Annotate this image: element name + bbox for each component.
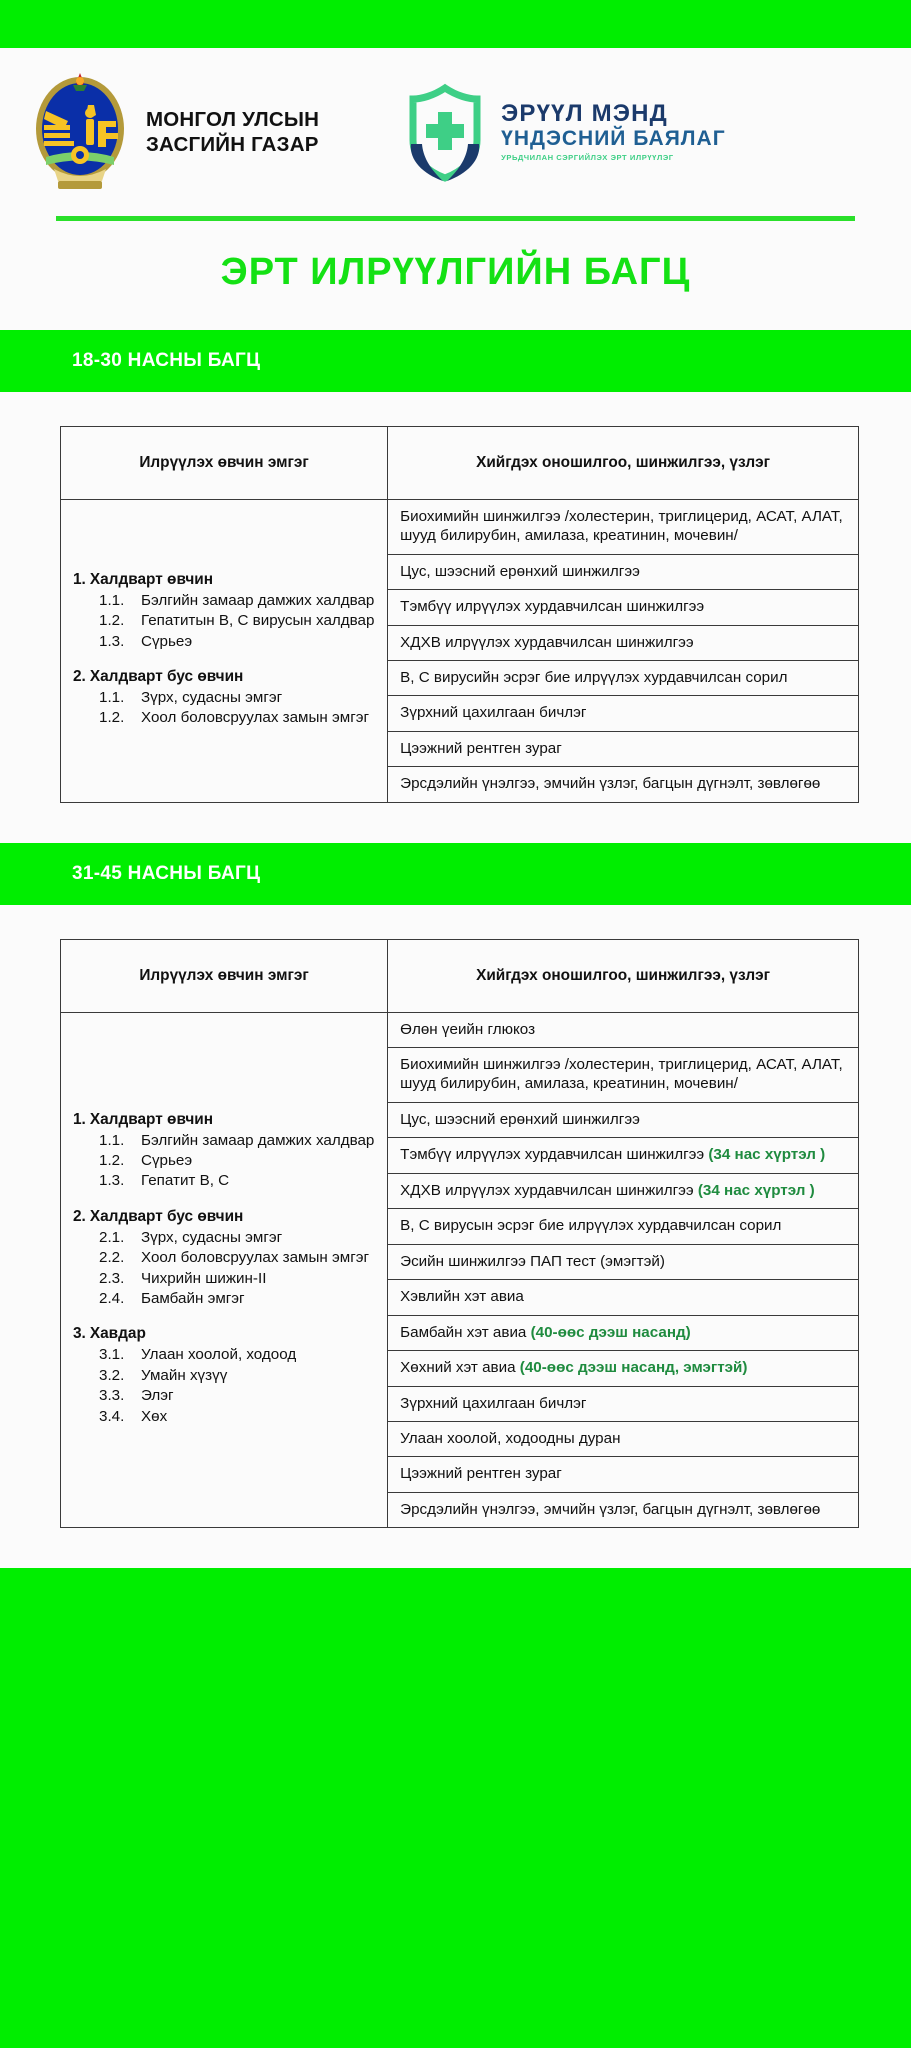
test-cell xyxy=(388,1209,859,1244)
section-band-label: 18-30 НАСНЫ БАГЦ xyxy=(72,350,261,371)
group-label: Халдварт бус өвчин xyxy=(89,1207,244,1225)
group-number: 3. xyxy=(73,1325,86,1343)
gov-line-1: МОНГОЛ УЛСЫН xyxy=(146,108,320,131)
test-age-note: (34 нас хүртэл ) xyxy=(697,1181,815,1199)
condition-item-label: Зүрх, судасны эмгэг xyxy=(141,1228,283,1246)
condition-item-label: Гепатит B, C xyxy=(141,1172,230,1190)
condition-item-number: 3.4. xyxy=(99,1407,125,1425)
group-number: 2. xyxy=(73,667,86,685)
condition-item-number: 3.1. xyxy=(99,1346,125,1364)
condition-item xyxy=(73,1366,377,1385)
header-white-panel xyxy=(0,48,911,330)
table-header-row xyxy=(61,427,859,500)
condition-item-label: Бэлгийн замаар дамжих халдвар xyxy=(141,1131,375,1149)
test-label: Цус, шээсний ерөнхий шинжилгээ xyxy=(400,1110,640,1128)
condition-item-number: 1.3. xyxy=(99,632,125,650)
condition-item xyxy=(73,708,377,727)
table-row xyxy=(61,499,859,554)
condition-item-label: Хөх xyxy=(141,1407,168,1425)
test-label: Эрсдэлийн үнэлгээ, эмчийн үзлэг, багцын дүгнэлт, зөвлөгөө xyxy=(400,1500,821,1518)
condition-item-number: 1.1. xyxy=(99,591,125,609)
test-cell xyxy=(388,1386,859,1421)
test-label: ХДХВ илрүүлэх хурдавчилсан шинжилгээ xyxy=(400,1181,694,1199)
condition-group xyxy=(73,1207,377,1309)
conditions-cell xyxy=(61,1012,388,1528)
health-logo-block xyxy=(399,82,725,182)
test-cell xyxy=(388,1492,859,1527)
condition-item xyxy=(73,591,377,610)
condition-item-label: Хоол боловсруулах замын эмгэг xyxy=(141,709,370,727)
group-label: Халдварт өвчин xyxy=(89,570,214,588)
condition-item-number: 1.1. xyxy=(99,1131,125,1149)
test-cell xyxy=(388,1102,859,1137)
section-table-wrap-1 xyxy=(0,905,911,1569)
condition-item-number: 2.1. xyxy=(99,1228,125,1246)
health-logo-text xyxy=(501,101,725,162)
condition-item xyxy=(73,1151,377,1170)
column-header-conditions: Илрүүлэх өвчин эмгэг xyxy=(61,427,388,500)
test-cell xyxy=(388,1012,859,1047)
test-label: Биохимийн шинжилгээ /холестерин, триглицерид, АСАТ, АЛАТ, шууд билирубин, амилаза, креатинин, мочевин/ xyxy=(400,507,843,545)
test-label: Улаан хоолой, ходоодны дуран xyxy=(400,1429,621,1447)
test-cell xyxy=(388,660,859,695)
group-label: Халдварт өвчин xyxy=(89,1110,214,1128)
column-header-tests: Хийгдэх оношилгоо, шинжилгээ, үзлэг xyxy=(388,939,859,1012)
screening-package-table xyxy=(60,939,859,1529)
test-label: B, C вирусийн эсрэг бие илрүүлэх хурдавчилсан сорил xyxy=(400,668,788,686)
test-cell xyxy=(388,1047,859,1102)
condition-item-label: Бамбайн эмгэг xyxy=(141,1290,245,1307)
health-line-2: ҮНДЭСНИЙ БАЯЛАГ xyxy=(501,127,726,151)
test-label: Цус, шээсний ерөнхий шинжилгээ xyxy=(400,562,640,580)
test-cell xyxy=(388,499,859,554)
test-cell xyxy=(388,1351,859,1386)
test-label: Зүрхний цахилгаан бичлэг xyxy=(400,1394,587,1412)
group-label: Хавдар xyxy=(89,1325,146,1343)
test-cell xyxy=(388,696,859,731)
condition-group-title xyxy=(73,1207,377,1227)
test-cell xyxy=(388,1138,859,1173)
condition-group-title xyxy=(73,570,377,590)
condition-item-number: 2.2. xyxy=(99,1249,125,1267)
condition-group-title xyxy=(73,1110,377,1130)
title-divider-rule xyxy=(56,216,855,221)
condition-item-number: 1.2. xyxy=(99,709,125,727)
test-label: Тэмбүү илрүүлэх хурдавчилсан шинжилгээ xyxy=(400,598,705,616)
condition-item-number: 3.3. xyxy=(99,1387,125,1405)
group-number: 1. xyxy=(73,1110,86,1128)
group-number: 2. xyxy=(73,1207,86,1225)
condition-item xyxy=(73,632,377,651)
government-logo-text xyxy=(146,107,319,157)
test-cell xyxy=(388,625,859,660)
test-cell xyxy=(388,1457,859,1492)
screening-package-table xyxy=(60,426,859,803)
test-cell xyxy=(388,1315,859,1350)
condition-group xyxy=(73,1324,377,1426)
condition-item-number: 2.3. xyxy=(99,1269,125,1287)
health-line-1: ЭРҮҮЛ МЭНД xyxy=(501,100,668,128)
test-label: Цээжний рентген зураг xyxy=(400,1465,562,1483)
test-label: Өлөн үеийн глюкоз xyxy=(400,1020,536,1038)
section-band-label: 31-45 НАСНЫ БАГЦ xyxy=(72,862,261,884)
condition-item xyxy=(73,1131,377,1150)
condition-group-title xyxy=(73,667,377,687)
top-green-strip xyxy=(0,0,911,48)
condition-item xyxy=(73,1289,377,1308)
test-cell xyxy=(388,1173,859,1208)
test-label: Цээжний рентген зураг xyxy=(400,739,562,757)
condition-item xyxy=(73,688,377,707)
section-band-0 xyxy=(0,330,911,392)
sections-container xyxy=(0,330,911,1568)
condition-group xyxy=(73,570,377,651)
test-label: Биохимийн шинжилгээ /холестерин, триглицерид, АСАТ, АЛАТ, шууд билирубин, амилаза, креатинин, мочевин/ xyxy=(400,1055,843,1093)
condition-item-label: Чихрийн шижин-II xyxy=(141,1269,267,1287)
government-logo-block xyxy=(28,69,319,195)
table-row xyxy=(61,1012,859,1047)
test-cell xyxy=(388,767,859,802)
test-label: Эрсдэлийн үнэлгээ, эмчийн үзлэг, багцын дүгнэлт, зөвлөгөө xyxy=(400,775,821,793)
condition-item xyxy=(73,1407,377,1426)
condition-item xyxy=(73,1269,377,1288)
gov-line-2: ЗАСГИЙН ГАЗАР xyxy=(146,133,319,156)
condition-item xyxy=(73,611,377,630)
test-cell xyxy=(388,731,859,766)
condition-item-number: 3.2. xyxy=(99,1366,125,1384)
test-cell xyxy=(388,1421,859,1456)
condition-item-number: 1.2. xyxy=(99,1152,125,1170)
condition-item-number: 1.1. xyxy=(99,688,125,706)
section-band-1 xyxy=(0,843,911,905)
condition-item-label: Умайн хүзүү xyxy=(141,1366,228,1384)
condition-item-number: 1.3. xyxy=(99,1172,125,1190)
condition-item-number: 2.4. xyxy=(99,1290,125,1307)
column-header-tests: Хийгдэх оношилгоо, шинжилгээ, үзлэг xyxy=(388,427,859,500)
conditions-cell xyxy=(61,499,388,802)
condition-item xyxy=(73,1248,377,1267)
test-cell xyxy=(388,590,859,625)
condition-item-label: Сүрьеэ xyxy=(141,1152,193,1170)
test-cell xyxy=(388,554,859,589)
test-label: Бамбайн хэт авиа xyxy=(400,1323,527,1341)
test-label: ХДХВ илрүүлэх хурдавчилсан шинжилгээ xyxy=(400,633,694,651)
condition-item xyxy=(73,1228,377,1247)
condition-item-label: Элэг xyxy=(141,1387,174,1405)
test-label: Хэвлийн хэт авиа xyxy=(400,1288,524,1306)
condition-item-label: Бэлгийн замаар дамжих халдвар xyxy=(141,591,375,609)
group-number: 1. xyxy=(73,570,86,588)
condition-group xyxy=(73,667,377,728)
group-label: Халдварт бус өвчин xyxy=(89,667,244,685)
mongolia-state-emblem-icon xyxy=(28,69,132,195)
condition-item-number: 1.2. xyxy=(99,612,125,630)
condition-group-title xyxy=(73,1324,377,1344)
condition-item xyxy=(73,1386,377,1405)
test-label: Тэмбүү илрүүлэх хурдавчилсан шинжилгээ xyxy=(400,1146,705,1164)
test-cell xyxy=(388,1280,859,1315)
condition-item xyxy=(73,1171,377,1190)
condition-item-label: Улаан хоолой, ходоод xyxy=(141,1346,297,1364)
test-label: B, C вирусын эсрэг бие илрүүлэх хурдавчилсан сорил xyxy=(400,1217,782,1235)
condition-item-label: Гепатитын B, C вирусын халдвар xyxy=(141,612,375,630)
health-tagline: УРЬДЧИЛАН СЭРГИЙЛЭХ ЭРТ ИЛРҮҮЛЭГ xyxy=(501,152,674,162)
health-shield-cross-icon xyxy=(399,82,491,182)
page-title: ЭРТ ИЛРҮҮЛГИЙН БАГЦ xyxy=(220,251,691,293)
test-label: Эсийн шинжилгээ ПАП тест (эмэгтэй) xyxy=(400,1252,665,1270)
bottom-green-strip xyxy=(0,1568,911,1620)
logo-header xyxy=(0,48,911,216)
title-zone xyxy=(0,216,911,330)
condition-item-label: Зүрх, судасны эмгэг xyxy=(141,688,283,706)
condition-item xyxy=(73,1345,377,1364)
test-label: Хөхний хэт авиа xyxy=(400,1359,516,1377)
test-age-note: (34 нас хүртэл ) xyxy=(708,1146,826,1164)
column-header-conditions: Илрүүлэх өвчин эмгэг xyxy=(61,939,388,1012)
condition-item-label: Хоол боловсруулах замын эмгэг xyxy=(141,1249,370,1267)
condition-group xyxy=(73,1110,377,1191)
test-age-note: (40-өөс дээш насанд) xyxy=(530,1323,691,1341)
test-label: Зүрхний цахилгаан бичлэг xyxy=(400,704,587,722)
section-table-wrap-0 xyxy=(0,392,911,843)
table-header-row xyxy=(61,939,859,1012)
condition-item-label: Сүрьеэ xyxy=(141,632,193,650)
test-age-note: (40-өөс дээш насанд, эмэгтэй) xyxy=(519,1359,748,1377)
test-cell xyxy=(388,1244,859,1279)
